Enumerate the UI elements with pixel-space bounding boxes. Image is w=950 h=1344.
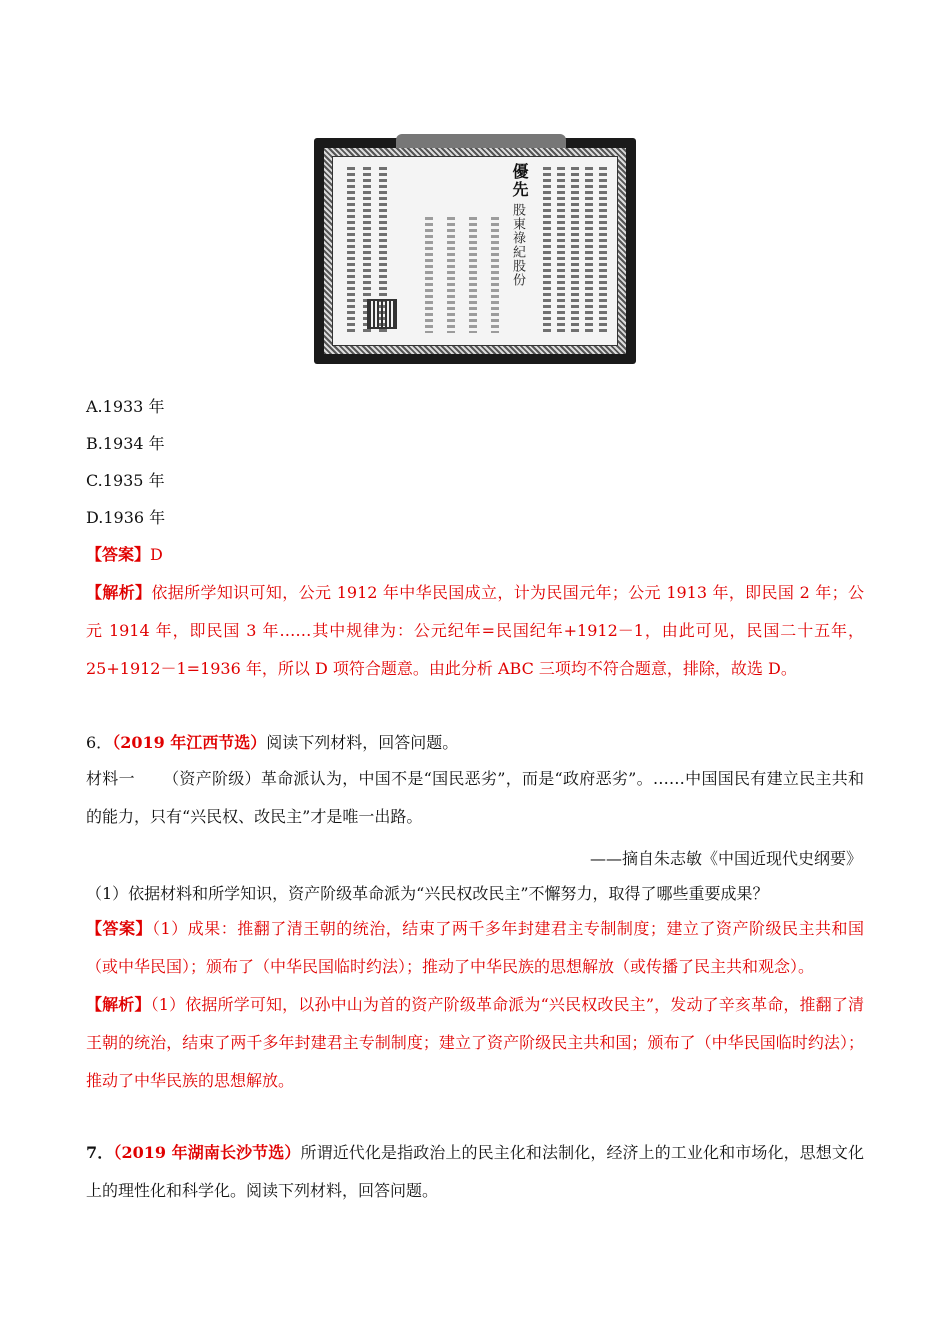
- q6-citation: ——摘自朱志敏《中国近现代史纲要》: [589, 849, 862, 868]
- q7-text: 7．（2019 年湖南长沙节选）所谓近代化是指政治上的民主化和法制化，经济上的工业化和市场化，思想文化上的理性化和科学化。阅读下列材料，回答问题。: [86, 1143, 864, 1200]
- certificate-ornament-frame: [324, 148, 626, 354]
- option-a: A.1933 年: [86, 397, 165, 416]
- certificate-title: 優先: [510, 163, 529, 199]
- q6-header: 6．（2019 年江西节选）阅读下列材料，回答问题。: [86, 733, 459, 752]
- certificate-body: [332, 156, 618, 346]
- option-b: B.1934 年: [86, 434, 165, 453]
- q6-analysis: 【解析】（1）依据所学可知，以孙中山为首的资产阶级革命派为“兴民权改民主”，发动了辛亥革命，推翻了清王朝的统治，结束了两千多年封建君主专制制度；建立了资产阶级民主共和国；颁布了（中华民国临时约法）；推动了中华民族的思想解放。: [86, 995, 864, 1090]
- q6-answer: 【答案】（1）成果：推翻了清王朝的统治，结束了两千多年封建君主专制制度；建立了资产阶级民主共和国（或中华民国）；颁布了（中华民国临时约法）；推动了中华民族的思想解放（或传播了民主共和观念）。: [86, 919, 864, 976]
- certificate-top-banner: [396, 134, 566, 148]
- q5-answer: 【答案】D: [86, 545, 163, 564]
- certificate-seal: [367, 299, 397, 329]
- share-certificate-image: [308, 132, 644, 372]
- q6-sub-question: （1）依据材料和所学知识，资产阶级革命派为“兴民权改民主”不懈努力，取得了哪些重要成果？: [86, 884, 769, 903]
- q5-analysis: 【解析】依据所学知识可知，公元 1912 年中华民国成立，计为民国元年；公元 1913 年，即民国 2 年；公元 1914 年，即民国 3 年……其中规律为：公元纪年=民国纪年+1912－1，由此可见，民国二十五年，25+1912－1=1936 年，所以 D 项符合题意。由此分析 ABC 三项均不符合题意，排除，故选 D。: [86, 583, 864, 678]
- certificate-border: [314, 138, 636, 364]
- option-c: C.1935 年: [86, 471, 165, 490]
- certificate-subtitle: 股東祿紀股份: [510, 203, 525, 287]
- option-d: D.1936 年: [86, 508, 166, 527]
- q6-material: 材料一 （资产阶级）革命派认为，中国不是“国民恶劣”，而是“政府恶劣”。……中国国民有建立民主共和的能力，只有“兴民权、改民主”才是唯一出路。: [86, 769, 864, 826]
